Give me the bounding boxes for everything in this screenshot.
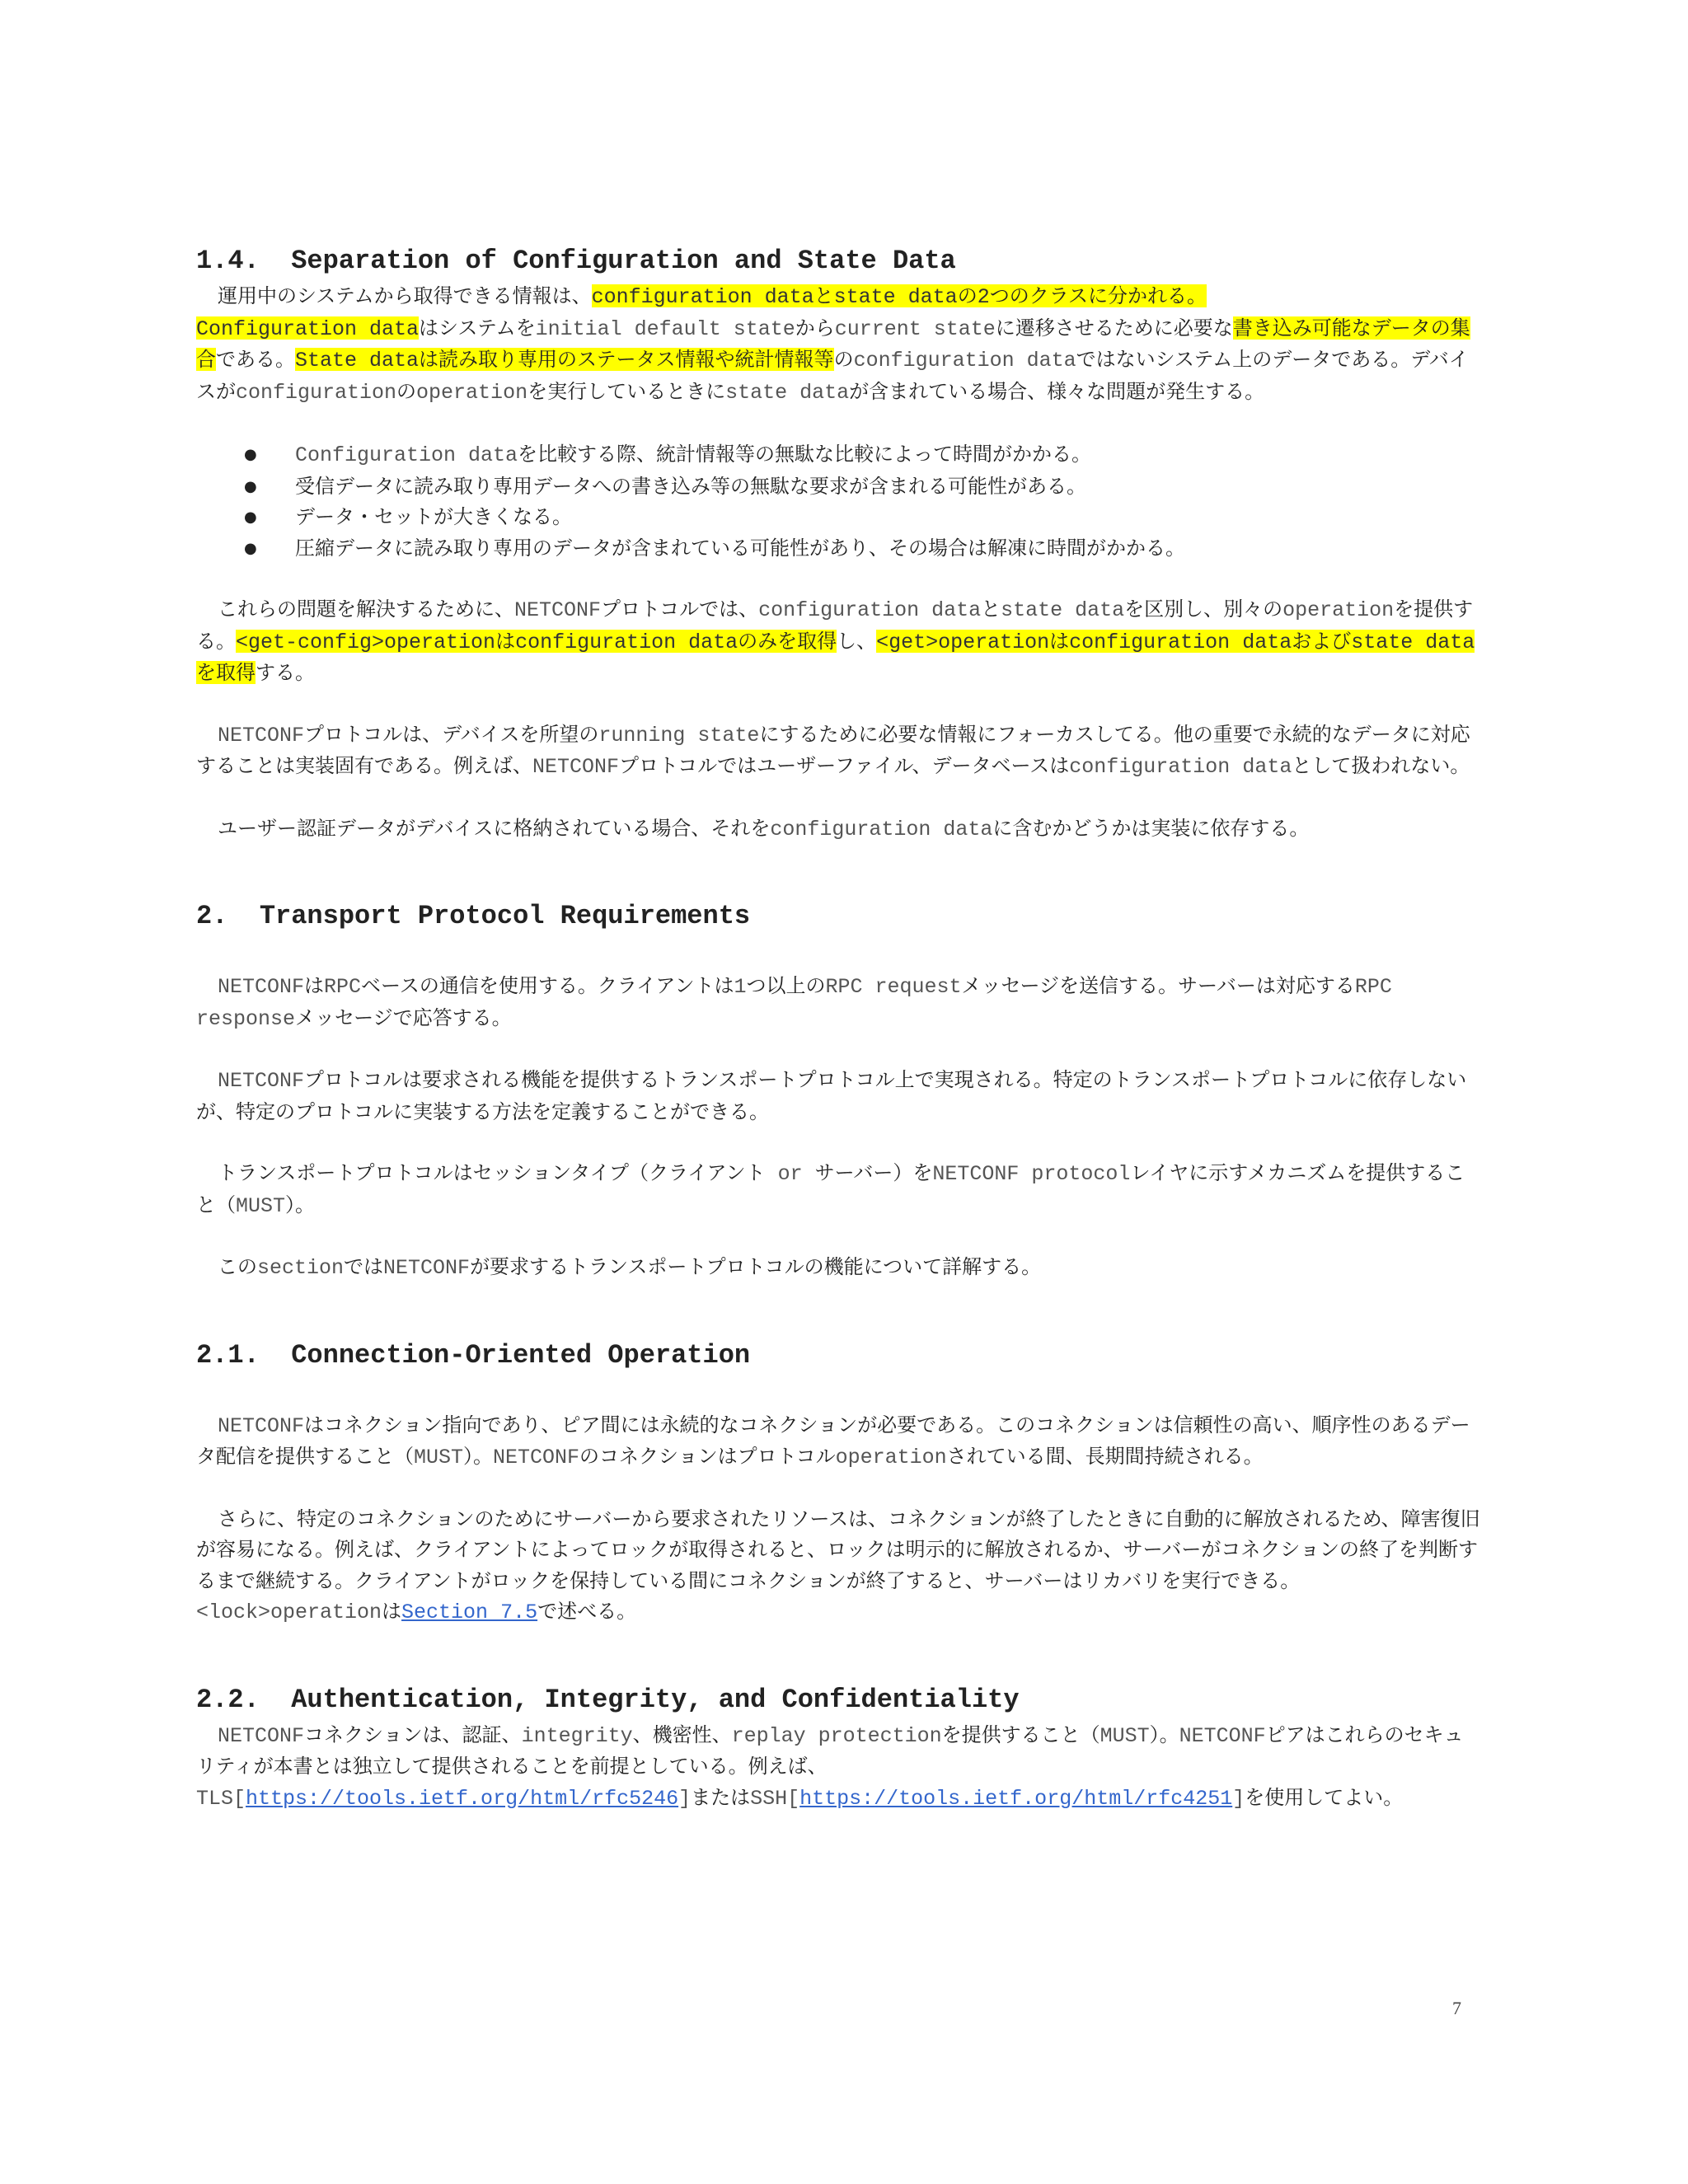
paragraph-2-1-resources: さらに、特定のコネクションのためにサーバーから要求されたリソースは、コネクションが終了したときに自動的に解放されるため、障害復旧が容易になる。例えば、クライアントによってロックが取得されると、ロックは明示的に解放されるか、サーバーがコネクションの終了を判断するまで継続する。クライアントがロックを保持している間にコネクションが終了すると、サーバーはリカバリを実行できる。<lock>operationはSection 7.5で述べる。 — [196, 1507, 1480, 1624]
heading-2: 2. Transport Protocol Requirements — [196, 901, 751, 931]
rfc4251-link[interactable]: https://tools.ietf.org/html/rfc4251 — [799, 1786, 1233, 1811]
paragraph-2-rpc: NETCONFはRPCベースの通信を使用する。クライアントは1つ以上のRPC requestメッセージを送信する。サーバーは対応するRPC responseメッセージで応答する。 — [196, 974, 1392, 1031]
paragraph-2-section: このsectionではNETCONFが要求するトランスポートプロトコルの機能について詳解する。 — [218, 1255, 1042, 1280]
list-item: ● Configuration dataを比較する際、統計情報等の無駄な比較によって時間がかかる。 — [295, 439, 1482, 471]
list-item: ● 受信データに読み取り専用データへの書き込み等の無駄な要求が含まれる可能性がある。 — [295, 471, 1482, 503]
page-number: 7 — [1452, 1998, 1461, 2018]
rfc5246-link[interactable]: https://tools.ietf.org/html/rfc5246 — [246, 1786, 679, 1811]
heading-1-4: 1.4. Separation of Configuration and State Data — [196, 246, 956, 276]
paragraph-2-2-security: NETCONFコネクションは、認証、integrity、機密性、replay protectionを提供すること（MUST）。NETCONFピアはこれらのセキュリティが本書とは独立して提供されることを前提としている。例えば、 TLS[https://tools.ietf.org/html/rfc5246]またはSSH[https://tools.ietf.org/html/rfc4251]を使用してよい。 — [196, 1722, 1464, 1811]
paragraph-1-4-auth: ユーザー認証データがデバイスに格納されている場合、それをconfiguration dataに含むかどうかは実装に依存する。 — [218, 816, 1310, 841]
heading-2-1: 2.1. Connection-Oriented Operation — [196, 1339, 751, 1371]
paragraph-1-4-intro: 運用中のシステムから取得できる情報は、configuration dataとstate dataの2つのクラスに分かれる。 Configuration dataはシステムをinitial default stateからcurrent stateに遷移させるために必要な書き込み可能なデータの集合である。State dataは読み取り専用のステータス情報や統計情報等のconfiguration dataではないシステム上のデータである。デバイスがconfigurationのoperationを実行しているときにstate dataが含まれている場合、様々な問題が発生する。 — [196, 284, 1470, 405]
paragraph-1-4-solution: これらの問題を解決するために、NETCONFプロトコルでは、configuration dataとstate dataを区別し、別々のoperationを提供する。<get-config>operationはconfiguration dataのみを取得し、<get>operationはconfiguration dataおよびstate dataを取得する。 — [196, 598, 1475, 684]
paragraph-2-1-connection: NETCONFはコネクション指向であり、ピア間には永続的なコネクションが必要である。このコネクションは信頼性の高い、順序性のあるデータ配信を提供すること（MUST）。NETCONFのコネクションはプロトコルoperationされている間、長期間持続される。 — [196, 1413, 1470, 1469]
list-item: ● 圧縮データに読み取り専用のデータが含まれている可能性があり、その場合は解凍に時間がかかる。 — [295, 533, 1482, 565]
paragraph-1-4-focus: NETCONFプロトコルは、デバイスを所望のrunning stateにするために必要な情報にフォーカスしてる。他の重要で永続的なデータに対応することは実装固有である。例えば、NETCONFプロトコルではユーザーファイル、データベースはconfiguration dataとして扱われない。 — [196, 722, 1470, 779]
document-page — [196, 246, 1482, 1814]
paragraph-2-session: トランスポートプロトコルはセッションタイプ（クライアント or サーバー）をNETCONF protocolレイヤに示すメカニズムを提供すること（MUST）。 — [196, 1161, 1465, 1218]
paragraph-2-transport: NETCONFプロトコルは要求される機能を提供するトランスポートプロトコル上で実現される。特定のトランスポートプロトコルに依存しないが、特定のプロトコルに実装する方法を定義することができる。 — [196, 1068, 1467, 1123]
bullet-list — [196, 439, 1482, 564]
heading-2-2: 2.2. Authentication, Integrity, and Confidentiality — [196, 1684, 1020, 1715]
list-item: ● データ・セットが大きくなる。 — [295, 502, 1482, 533]
section-7-5-link[interactable]: Section 7.5 — [401, 1601, 538, 1624]
